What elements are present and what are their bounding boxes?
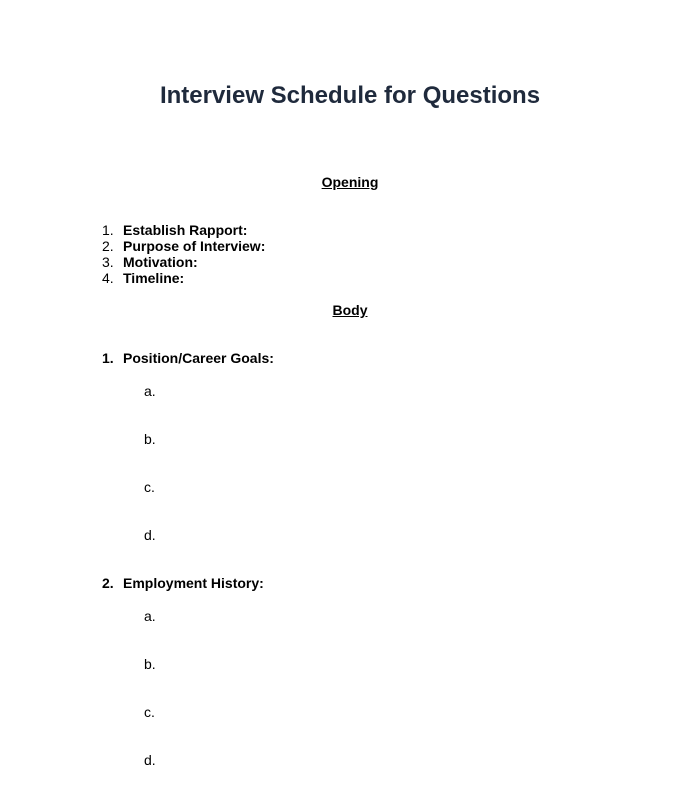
body-item-position-career-goals [102,349,274,367]
list-item-number: 2. [102,238,114,254]
list-item-label: Timeline: [123,270,185,286]
list-item-number: 1. [102,222,114,238]
list-item-label: Motivation: [123,254,198,270]
sub-item: c. [144,704,155,720]
sub-item: b. [144,656,156,672]
sub-item: c. [144,479,155,495]
list-item-number: 4. [102,270,114,286]
list-item-label: Purpose of Interview: [123,238,266,254]
list-item [102,238,265,254]
list-item-label: Position/Career Goals: [123,350,274,366]
list-item [102,254,265,270]
sub-item: a. [144,383,156,399]
opening-heading: Opening [321,174,379,190]
list-item-number: 1. [102,350,114,366]
list-item-number: 2. [102,575,114,591]
opening-list [102,222,265,286]
list-item-label: Employment History: [123,575,264,591]
sub-item: d. [144,527,156,543]
list-item [102,270,265,286]
sub-item: b. [144,431,156,447]
sub-item: a. [144,608,156,624]
body-item-employment-history [102,574,264,592]
list-item-label: Establish Rapport: [123,222,248,238]
sub-item: d. [144,752,156,768]
list-item [102,222,265,238]
page-title: Interview Schedule for Questions [159,82,541,109]
body-heading: Body [332,302,368,318]
list-item-number: 3. [102,254,114,270]
